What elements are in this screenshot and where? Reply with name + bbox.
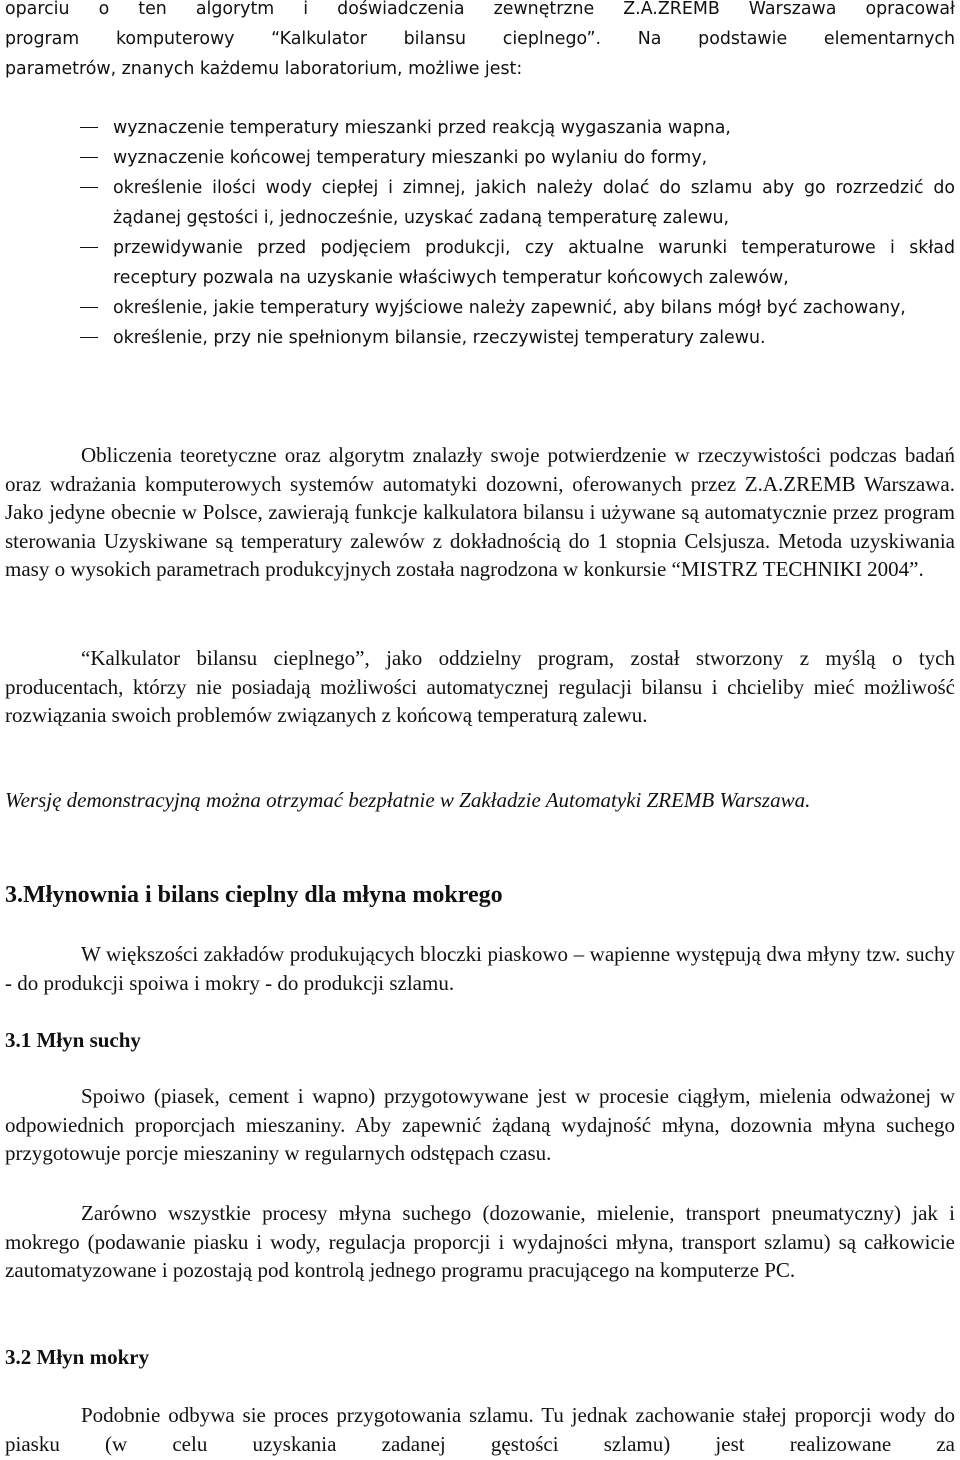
dash-bullet-icon bbox=[80, 187, 98, 188]
section-heading-3-2: 3.2 Młyn mokry bbox=[5, 1345, 150, 1369]
section-heading-3-1: 3.1 Młyn suchy bbox=[5, 1028, 141, 1052]
paragraph-zarowno: Zarówno wszystkie procesy młyna suchego (dozowanie, mielenie, transport pneumatyczny) jak i mokrego (podawanie piasku i wody, regulacja proporcji i wydajności młyna, transport szlamu) są całkowicie zautomatyzowane i pozostają pod kontrolą jednego programu pracującego na komputerze PC. bbox=[5, 1201, 955, 1283]
list-item: przewidywanie przed podjęciem produkcji, czy aktualne warunki temperaturowe i skład receptury pozwala na uzyskanie właściwych temperatur końcowych zalewów, bbox=[78, 233, 955, 293]
paragraph-kalkulator: “Kalkulator bilansu cieplnego”, jako oddzielny program, został stworzony z myślą o tych producentach, którzy nie posiadają możliwości automatycznej regulacji bilansu i chcieliby mieć możliwość rozwiązania swoich problemów związanych z końcową temperaturą zalewu. bbox=[5, 646, 955, 728]
list-item: wyznaczenie końcowej temperatury mieszanki po wylaniu do formy, bbox=[78, 143, 955, 173]
intro-line-3: parametrów, znanych każdemu laboratorium, możliwe jest: bbox=[5, 59, 523, 79]
paragraph-wersja-demo: Wersję demonstracyjną można otrzymać bezpłatnie w Zakładzie Automatyki ZREMB Warszawa. bbox=[5, 788, 811, 812]
dash-bullet-icon bbox=[80, 127, 98, 128]
list-item: określenie ilości wody ciepłej i zimnej, jakich należy dolać do szlamu aby go rozrzedzić do żądanej gęstości i, jednocześnie, uzyskać zadaną temperaturę zalewu, bbox=[78, 173, 955, 233]
paragraph-spoiwo: Spoiwo (piasek, cement i wapno) przygotowywane jest w procesie ciągłym, mielenia odważonej w odpowiednich proporcjach mieszaniny. Aby zapewnić żądaną wydajność młyna, dozownia młyna suchego przygotowuje porcje mieszaniny w regularnych odstępach czasu. bbox=[5, 1084, 955, 1166]
paragraph-podobnie: Podobnie odbywa sie proces przygotowania szlamu. Tu jednak zachowanie stałej proporcji wody do piasku (w celu uzyskania zadanej gęstości szlamu) jest realizowane za bbox=[5, 1403, 955, 1456]
intro-line-2: program komputerowy “Kalkulator bilansu cieplnego”. Na podstawie elementarnych bbox=[5, 29, 955, 49]
dash-bullet-icon bbox=[80, 247, 98, 248]
list-item: wyznaczenie temperatury mieszanki przed reakcją wygaszania wapna, bbox=[78, 113, 955, 143]
dash-bullet-icon bbox=[80, 157, 98, 158]
dash-bullet-icon bbox=[80, 337, 98, 338]
paragraph-obliczenia: Obliczenia teoretyczne oraz algorytm znalazły swoje potwierdzenie w rzeczywistości podczas badań oraz wdrażania komputerowych systemów automatyki dozowni, oferowanych przez Z.A.ZREMB Warszawa. Jako jedyne obecnie w Polsce, zawierają funkcje kalkulatora bilansu i używane są automatycznie przez program sterowania Uzyskiwane są temperatury zalewów z dokładnością do 1 stopnia Celsjusza. Metoda uzyskiwania masy o wysokich parametrach produkcyjnych została nagrodzona w konkursie “MISTRZ TECHNIKI 2004”. bbox=[5, 443, 955, 582]
intro-paragraph bbox=[5, 0, 955, 84]
intro-line-1: oparciu o ten algorytm i doświadczenia zewnętrzne Z.A.ZREMB Warszawa opracował bbox=[5, 0, 955, 19]
paragraph-mlyny: W większości zakładów produkujących bloczki piaskowo – wapienne występują dwa młyny tzw. suchy - do produkcji spoiwa i mokry - do produkcji szlamu. bbox=[5, 942, 955, 995]
list-item: określenie, jakie temperatury wyjściowe należy zapewnić, aby bilans mógł być zachowany, bbox=[78, 293, 955, 323]
section-heading-3: 3.Młynownia i bilans cieplny dla młyna mokrego bbox=[5, 882, 503, 908]
list-item: określenie, przy nie spełnionym bilansie, rzeczywistej temperatury zalewu. bbox=[78, 323, 955, 353]
dash-bullet-icon bbox=[80, 307, 98, 308]
capabilities-list bbox=[78, 113, 955, 353]
